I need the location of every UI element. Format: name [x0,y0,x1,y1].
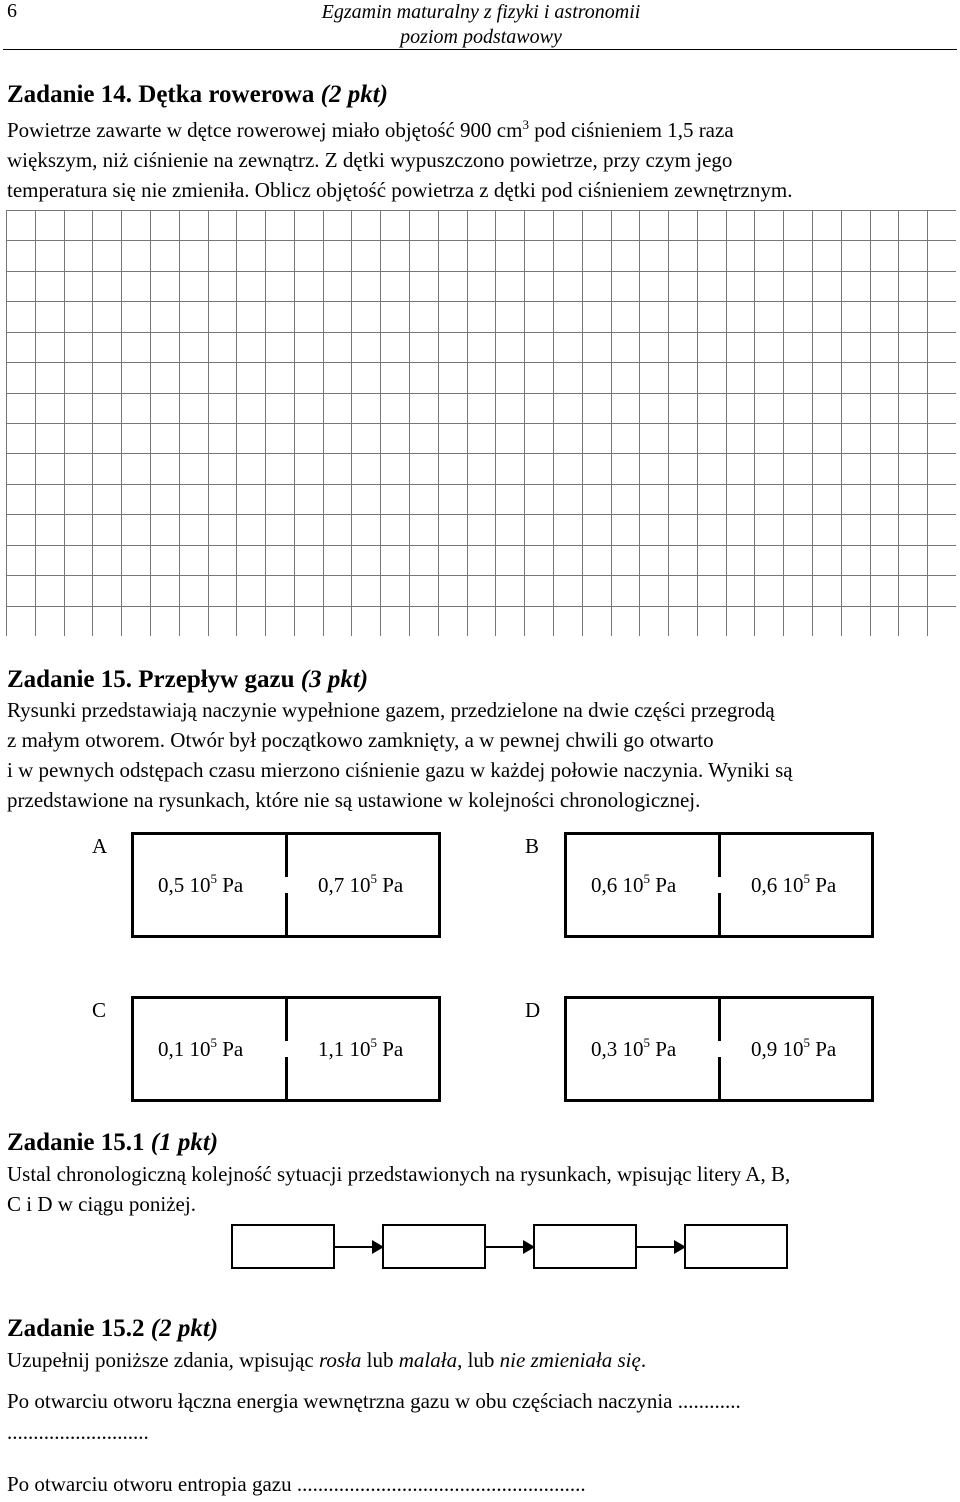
answer-grid[interactable] [6,210,956,636]
task14-line1-sup: 3 [522,117,529,132]
vessel-d-right-pressure: 0,9 $10^5$ Pa [751,1035,837,1061]
task15-heading [7,665,368,695]
task15-1-heading [7,1128,218,1158]
vessel-b-right-pressure: 0,6 $10^5$ Pa [751,871,837,897]
partition-top [718,999,721,1041]
option-nie-zmieniala-sie: nie zmieniała się [499,1348,641,1372]
task14-line1-b: pod ciśnieniem 1,5 raza [528,118,734,142]
vessel-b-left-pressure: 0,6 $10^5$ Pa [591,871,677,897]
exam-title [314,0,648,50]
sentence-energy[interactable]: Po otwarciu otworu łączna energia wewnętrzna gazu w obu częściach naczynia ............ [7,1389,741,1413]
task15-1-line2: C i D w ciągu poniżej. [7,1192,196,1216]
task15-line2: z małym otworem. Otwór był początkowo zamknięty, a w pewnej chwili go otwarto [7,728,714,752]
task15-2-heading-main: Zadanie 15.2 [7,1315,151,1342]
task15-heading-main: Zadanie 15. Przepływ gazu [7,666,301,693]
vessel-d-label: D [525,998,541,1022]
vessel-d [564,996,874,1102]
task15-1-line1: Ustal chronologiczną kolejność sytuacji przedstawionych na rysunkach, wpisując litery A, B, [7,1162,791,1186]
vessel-a [131,832,441,938]
sentence-energy-continuation[interactable]: ........................... [7,1420,149,1444]
task15-2-heading [7,1314,218,1344]
task14-text [7,110,953,205]
vessel-a-left-pressure: 0,5 $10^5$ Pa [158,871,244,897]
sentence-entropy[interactable]: Po otwarciu otworu entropia gazu ....................................................... [7,1472,586,1496]
task14-heading [7,80,388,110]
task14-heading-main: Zadanie 14. Dętka rowerowa [7,81,321,108]
exam-title-line2: poziom podstawowy [400,26,562,48]
task14-line3: temperatura się nie zmieniła. Oblicz objętość powietrza z dętki pod ciśnieniem zewnętrznym. [7,178,793,202]
vessel-a-right-pressure: 0,7 $10^5$ Pa [318,871,404,897]
vessel-a-label: A [92,834,108,858]
task15-2-points: (2 pkt) [150,1315,219,1342]
partition-bottom [285,893,288,935]
vessel-c-left-pressure: 0,1 $10^5$ Pa [158,1035,244,1061]
task15-1-heading-main: Zadanie 15.1 [7,1129,151,1156]
vessel-c [131,996,441,1102]
partition-top [285,835,288,877]
partition-top [718,835,721,877]
arrow-icon [335,1246,382,1248]
sequence-box-4[interactable] [684,1224,788,1269]
task15-points: (3 pkt) [300,666,369,693]
vessel-c-label: C [92,998,107,1022]
task15-line3: i w pewnych odstępach czasu mierzono ciśnienie gazu w każdej połowie naczynia. Wyniki są [7,758,793,782]
sequence-box-2[interactable] [382,1224,486,1269]
task15-1-points: (1 pkt) [150,1129,219,1156]
task15-line4: przedstawione na rysunkach, które nie są ustawione w kolejności chronologicznej. [7,788,701,812]
vessel-c-right-pressure: 1,1 $10^5$ Pa [318,1035,404,1061]
task15-text [7,695,953,815]
partition-bottom [285,1057,288,1099]
task15-1-text [7,1159,953,1219]
option-rosla: rosła [318,1348,362,1372]
task14-points: (2 pkt) [320,81,389,108]
task14-line1-a: Powietrze zawarte w dętce rowerowej miało objętość 900 cm [7,118,523,142]
vessel-b-label: B [525,834,540,858]
vessel-b [564,832,874,938]
partition-bottom [718,893,721,935]
arrow-icon [637,1246,684,1248]
task14-line2: większym, niż ciśnienie na zewnątrz. Z dętki wypuszczono powietrze, przy czym jego [7,148,733,172]
task15-2-instruction: Uzupełnij poniższe zdania, wpisując rosła lub malała, lub nie zmieniała się. [7,1348,647,1372]
sequence-box-3[interactable] [533,1224,637,1269]
page-number: 6 [7,0,17,22]
vessel-d-left-pressure: 0,3 $10^5$ Pa [591,1035,677,1061]
partition-top [285,999,288,1041]
exam-title-line1: Egzamin maturalny z fizyki i astronomii [321,1,641,23]
option-malala: malała [398,1348,458,1372]
arrow-icon [486,1246,533,1248]
task15-line1: Rysunki przedstawiają naczynie wypełnione gazem, przedzielone na dwie części przegrodą [7,698,775,722]
header-divider [3,49,957,50]
task14-line1 [7,110,953,145]
sequence-box-1[interactable] [231,1224,335,1269]
partition-bottom [718,1057,721,1099]
